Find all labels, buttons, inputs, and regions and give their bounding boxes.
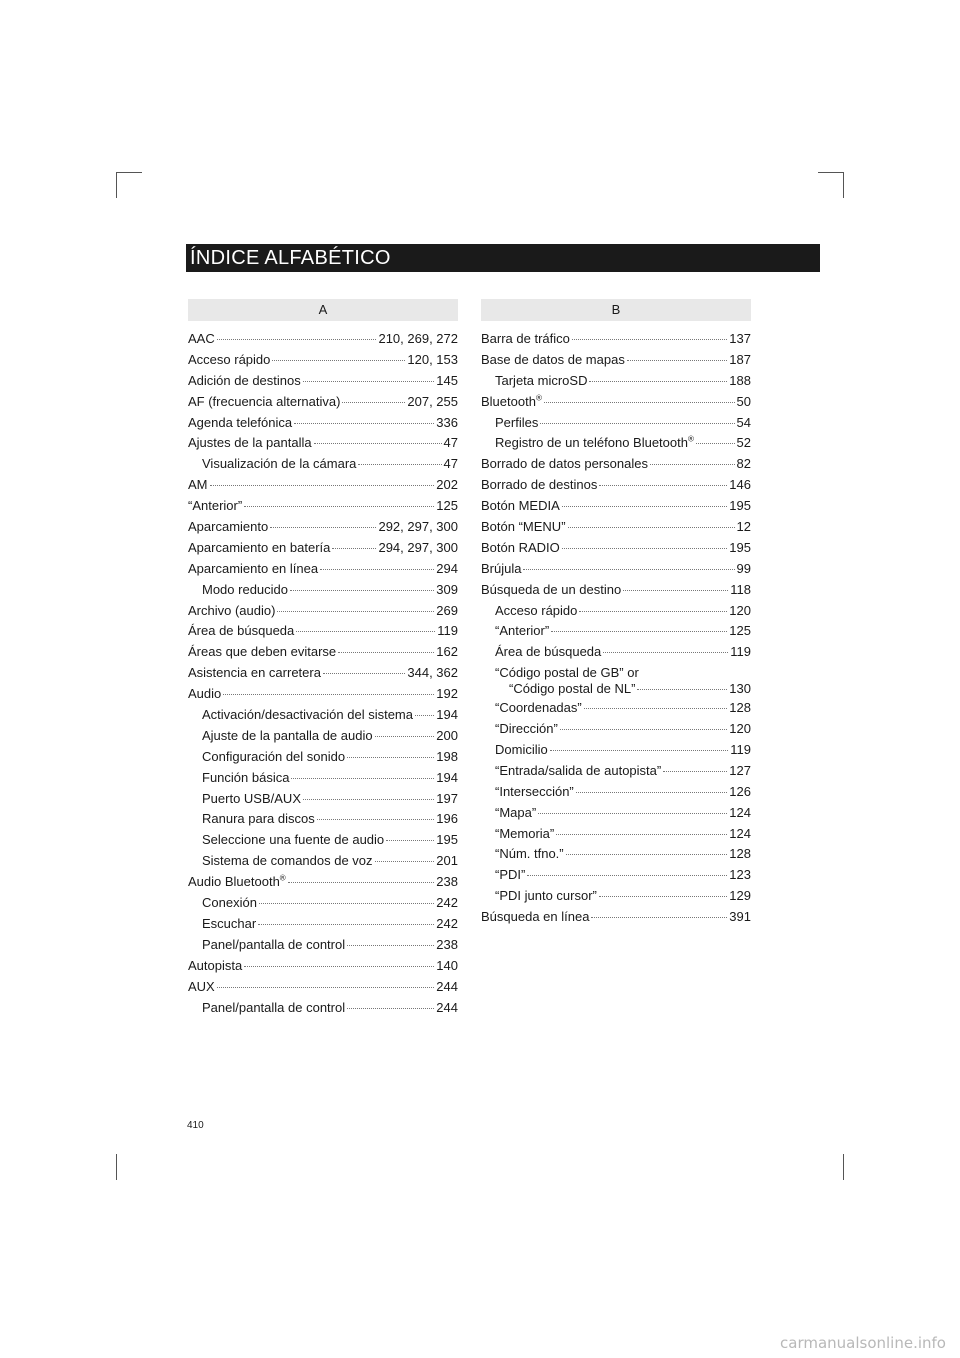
dot-leader [527,875,727,876]
dot-leader [317,819,435,820]
index-entry [188,394,458,415]
dot-leader [375,736,435,737]
dot-leader [244,966,434,967]
index-entry-label: Barra de tráfico [481,331,570,346]
dot-leader [562,548,728,549]
dot-leader [599,896,727,897]
index-entry [188,770,458,791]
index-entry-label: Asistencia en carretera [188,665,321,681]
index-entry-pages: 207, 255 [407,393,458,409]
index-entry-pages: 200 [436,727,458,743]
dot-leader [217,987,435,988]
index-entry-label: Áreas que deben evitarse [188,644,337,660]
index-entry [481,784,751,805]
index-entry-pages: 118 [730,581,751,597]
index-entry [188,498,458,519]
index-entry-pages: 344, 362 [407,665,458,681]
index-entry-pages: 238 [436,874,458,890]
dot-leader [347,1008,434,1009]
index-entry-label: Acceso rápido [495,602,578,618]
index-entry [188,811,458,832]
index-entry-pages: 47 [443,456,458,472]
index-entry-label: Búsqueda en línea [481,909,590,925]
dot-leader [347,945,434,946]
index-entry-label: Búsqueda de un destino [481,581,622,597]
index-entry-label: Audio [188,686,222,702]
dot-leader [572,339,727,340]
dot-leader [663,771,727,772]
index-entry-label: Perfiles [495,414,539,430]
dot-leader [277,611,434,612]
dot-leader [576,792,728,793]
index-entry-pages: 210, 269, 272 [378,331,458,346]
dot-leader [550,750,729,751]
dot-leader [650,464,735,465]
dot-leader [258,924,434,925]
index-entry-pages: 294 [436,560,458,576]
index-entry [481,623,751,644]
index-entry [188,832,458,853]
index-entry [188,456,458,477]
index-entry [481,867,751,888]
index-entry-pages: 12 [736,519,751,535]
index-entry-label: AM [188,477,208,493]
dot-leader [568,527,735,528]
index-entry-label: Ajustes de la pantalla [188,435,312,451]
index-entry-pages: 123 [729,867,751,883]
index-entry-pages: 130 [729,681,751,697]
index-entry [481,477,751,498]
dot-leader [294,423,434,424]
dot-leader [375,861,435,862]
index-entry [188,665,458,686]
index-entry [481,603,751,624]
dot-leader [270,527,376,528]
dot-leader [584,708,728,709]
index-entry-label: AUX [188,978,215,994]
index-entry-label: Base de datos de mapas [481,351,625,367]
index-entry [481,352,751,373]
dot-leader [540,423,734,424]
index-entry-pages: 196 [436,811,458,827]
index-entry-pages: 119 [437,623,458,639]
dot-leader [210,485,435,486]
dot-leader [589,381,727,382]
dot-leader [523,569,734,570]
crop-mark [116,1154,117,1180]
dot-leader [627,360,727,361]
index-entry [481,888,751,909]
index-entry-label: “Coordenadas” [495,700,582,716]
index-entry-pages: 197 [436,790,458,806]
index-entry [188,352,458,373]
index-entry-pages: 54 [736,414,751,430]
index-entry-label: “Memoria” [495,825,555,841]
index-entry-pages: 244 [436,999,458,1015]
index-entry [188,603,458,624]
dot-leader [566,854,728,855]
index-entry-label: Autopista [188,957,243,973]
index-entry [481,561,751,582]
index-entry-pages: 162 [436,644,458,660]
index-entry [188,644,458,665]
dot-leader [314,443,442,444]
index-entry [188,373,458,394]
index-entry-pages: 129 [729,888,751,904]
dot-leader [544,402,735,403]
dot-leader [347,757,434,758]
index-entry-label: Ranura para discos [202,811,315,827]
crop-mark [843,172,844,198]
index-entry [188,331,458,352]
index-column-b [481,299,751,930]
index-entry-label: “Núm. tfno.” [495,846,564,862]
index-entry-label: Escuchar [202,915,257,931]
index-entry [481,909,751,930]
index-entry-label: Botón “MENU” [481,519,566,535]
index-entry-label: Bluetooth® [481,393,542,409]
index-entry-pages: 294, 297, 300 [378,539,458,555]
dot-leader [623,590,728,591]
index-entry [481,742,751,763]
crop-mark [818,172,844,173]
index-entry-label: Área de búsqueda [188,623,295,639]
index-entry-pages: 140 [436,957,458,973]
dot-leader [296,631,435,632]
index-entry [481,763,751,784]
index-entry-label: Función básica [202,769,290,785]
index-entry-label: Configuración del sonido [202,748,346,764]
index-entry [188,519,458,540]
index-entry-label: “PDI” [495,867,526,883]
letter-heading: A [188,299,458,321]
dot-leader [560,729,727,730]
watermark: carmanualsonline.info [780,1334,946,1352]
index-entry-pages: 188 [729,372,751,388]
index-entry-pages: 50 [736,393,751,409]
index-entry [188,895,458,916]
index-entry [481,805,751,826]
dot-leader [591,917,727,918]
index-entry [481,700,751,721]
index-entry-pages: 146 [729,477,751,493]
dot-leader [223,694,434,695]
index-entry-pages: 137 [729,331,751,346]
index-entry [481,582,751,603]
index-entry-label: Adición de destinos [188,372,301,388]
index-entry-pages: 99 [736,560,751,576]
index-entry-label: “Intersección” [495,783,574,799]
index-entry-pages: 202 [436,477,458,493]
registered-mark: ® [535,393,542,403]
dot-leader [332,548,376,549]
index-entry [188,477,458,498]
index-entry-pages: 201 [436,853,458,869]
index-entry [481,498,751,519]
index-entry-pages: 242 [436,895,458,911]
index-entry-pages: 120 [729,602,751,618]
index-entry-pages: 126 [729,783,751,799]
crop-mark [843,1154,844,1180]
index-entry-pages: 125 [729,623,751,639]
index-entry [188,937,458,958]
index-entry-pages: 127 [729,762,751,778]
dot-leader [244,506,434,507]
index-entry-pages: 124 [729,804,751,820]
index-entry [188,561,458,582]
dot-leader [599,485,727,486]
index-entry [481,394,751,415]
dot-leader [386,840,434,841]
index-entry-label: Puerto USB/AUX [202,790,301,806]
index-entry [188,916,458,937]
registered-mark: ® [279,873,286,883]
index-entry-label: Domicilio [495,742,548,758]
index-entry [188,791,458,812]
crop-mark [116,172,142,173]
index-column-a [188,299,458,1020]
index-entry-label: Aparcamiento en batería [188,539,331,555]
dot-leader [342,402,405,403]
index-entry-label: Aparcamiento en línea [188,560,319,576]
index-entry [481,415,751,436]
dot-leader [415,715,434,716]
index-entry [188,874,458,895]
index-entry-label: Archivo (audio) [188,602,276,618]
index-entry-label: Audio Bluetooth® [188,873,286,890]
dot-leader [562,506,728,507]
index-entry [188,540,458,561]
index-entry [481,519,751,540]
index-entry-pages: 292, 297, 300 [378,519,458,535]
dot-leader [290,590,434,591]
index-entry-label: “Dirección” [495,721,558,737]
index-entry-label: Aparcamiento [188,519,269,535]
index-entry [188,749,458,770]
letter-heading: B [481,299,751,321]
index-entry [188,728,458,749]
index-entry-label: “PDI junto cursor” [495,888,597,904]
dot-leader [358,464,441,465]
dot-leader [259,903,434,904]
index-entry-pages: 198 [436,748,458,764]
index-entry-label: Acceso rápido [188,351,271,367]
index-entry-pages: 238 [436,936,458,952]
index-entry-label: “Código postal de GB” or [495,665,639,681]
index-entry [188,415,458,436]
dot-leader [303,799,434,800]
index-entry [188,686,458,707]
index-entry-pages: 242 [436,915,458,931]
dot-leader [551,631,727,632]
dot-leader [217,339,377,340]
index-entry [188,435,458,456]
registered-mark: ® [687,435,694,445]
index-entry [188,582,458,603]
index-entry [481,681,751,700]
index-entry-label: Ajuste de la pantalla de audio [202,727,373,743]
index-entry-pages: 145 [436,372,458,388]
index-entry-label: “Código postal de NL” [509,681,636,697]
index-entry-pages: 336 [436,414,458,430]
index-entry-pages: 187 [729,351,751,367]
index-entry-pages: 195 [729,498,751,514]
index-entry-pages: 120, 153 [407,351,458,367]
dot-leader [556,834,727,835]
dot-leader [637,689,727,690]
index-entry-pages: 128 [729,846,751,862]
index-entry-label: Borrado de datos personales [481,456,648,472]
index-entry-label: Tarjeta microSD [495,372,588,388]
index-entry-pages: 244 [436,978,458,994]
index-entry-label: AAC [188,331,215,346]
dot-leader [579,611,727,612]
index-entry-label: “Anterior” [188,498,243,514]
index-entry-pages: 194 [436,707,458,723]
dot-leader [603,652,728,653]
index-entry-pages: 194 [436,769,458,785]
index-entry-pages: 391 [729,909,751,925]
index-entry [481,435,751,456]
index-entry-label: Sistema de comandos de voz [202,853,373,869]
dot-leader [288,882,435,883]
index-entry-label: Visualización de la cámara [202,456,357,472]
index-entry-pages: 47 [443,435,458,451]
index-entry [188,958,458,979]
index-entry [188,853,458,874]
dot-leader [323,673,405,674]
index-entry-label: Área de búsqueda [495,644,602,660]
index-entry-pages: 195 [729,539,751,555]
index-entry-pages: 119 [730,742,751,758]
index-entry-label: Modo reducido [202,581,288,597]
dot-leader [338,652,434,653]
index-entry-label: Botón MEDIA [481,498,560,514]
dot-leader [538,813,727,814]
index-entry [188,1000,458,1021]
dot-leader [272,360,405,361]
dot-leader [320,569,434,570]
index-entry [481,540,751,561]
index-entry-label: “Entrada/salida de autopista” [495,762,662,778]
crop-mark [116,172,117,198]
index-entry-label: Agenda telefónica [188,414,293,430]
index-entry-label: Botón RADIO [481,539,560,555]
index-entry [481,644,751,665]
index-entry-label: Conexión [202,895,257,911]
index-entry [188,979,458,1000]
index-entry-label: Panel/pantalla de control [202,936,346,952]
index-entry-pages: 128 [729,700,751,716]
index-entry-pages: 82 [736,456,751,472]
index-entry-pages: 52 [736,435,751,451]
index-entry-pages: 119 [730,644,751,660]
index-entry-label: Activación/desactivación del sistema [202,707,413,723]
index-entry [481,826,751,847]
index-entry [481,373,751,394]
index-entry-label: AF (frecuencia alternativa) [188,393,341,409]
index-entry-label: Seleccione una fuente de audio [202,832,385,848]
page-number: 410 [187,1120,204,1131]
index-entry [481,846,751,867]
page-title: ÍNDICE ALFABÉTICO [190,247,391,269]
index-entry-label: “Mapa” [495,804,537,820]
index-entry-pages: 192 [436,686,458,702]
index-entry-label: “Anterior” [495,623,550,639]
index-entry [188,707,458,728]
index-entry [481,665,751,681]
index-entry-pages: 195 [436,832,458,848]
index-entry-label: Panel/pantalla de control [202,999,346,1015]
index-entry [188,623,458,644]
index-entry-label: Borrado de destinos [481,477,598,493]
index-entry-label: Registro de un teléfono Bluetooth® [495,435,694,451]
index-entry [481,331,751,352]
index-entry-label: Brújula [481,560,522,576]
index-entry [481,456,751,477]
index-entry [481,721,751,742]
index-entry-pages: 309 [436,581,458,597]
index-entry-pages: 124 [729,825,751,841]
index-entry-pages: 269 [436,602,458,618]
index-entry-pages: 125 [436,498,458,514]
dot-leader [696,443,735,444]
dot-leader [303,381,435,382]
dot-leader [291,778,434,779]
index-entry-pages: 120 [729,721,751,737]
